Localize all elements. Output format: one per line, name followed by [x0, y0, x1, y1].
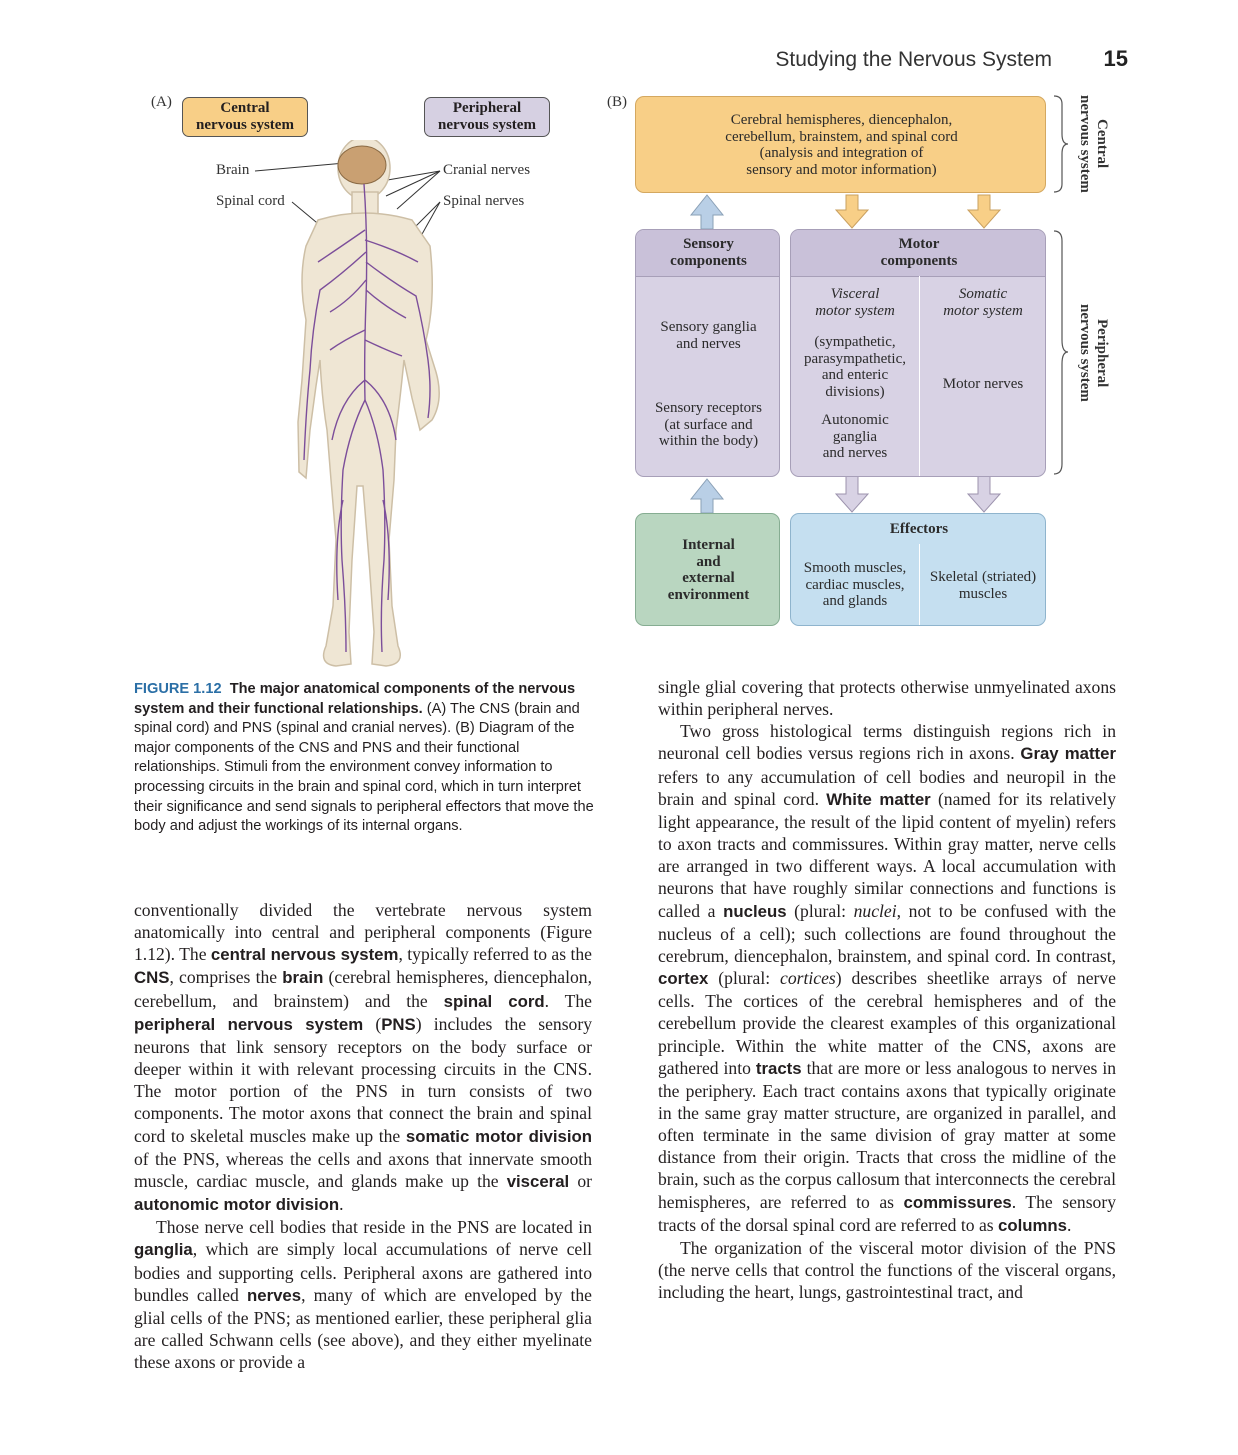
text-run: that are more or less analogous to nerves in the periphery. Each tract contains axons that typically originate in the same gray matter structure, are organized in parallel, and often terminate in the same division of gray matter at some distance from their origin. Tracts that cross the midline of the brain, such as the corpus callosum that interconnects the cerebral hemispheres, are referred to as — [658, 1057, 1116, 1212]
key-term: spinal cord — [443, 991, 545, 1011]
arrow-down-cns-to-visceral — [836, 195, 868, 228]
text-run: , typically referred to as the — [398, 944, 592, 965]
italic-term: nuclei — [853, 900, 897, 921]
skeletal-line: Skeletal (striated) — [929, 569, 1037, 585]
cns-box-line: cerebellum, brainstem, and spinal cord — [725, 128, 958, 145]
body-column-left — [134, 899, 592, 1373]
pns-label-line1: Peripheral — [452, 100, 522, 116]
text-run: , which are simply local accumulations of nerve cell bodies and supporting cells. Peripheral axons are gathered into bundles called — [134, 1239, 592, 1305]
visceral-desc-line: parasympathetic, — [803, 350, 907, 367]
text-run: of the PNS, whereas the cells and axons that innervate smooth muscle, cardiac muscle, and glands make up the — [134, 1148, 592, 1191]
visceral-title-line: Visceral — [830, 286, 880, 302]
effectors-box — [790, 513, 1046, 626]
text-run: . The sensory tracts of the dorsal spinal cord are referred to as — [658, 1191, 1117, 1235]
visceral-desc-line: and enteric — [821, 367, 889, 383]
key-term: Gray matter — [1020, 744, 1116, 764]
text-run: (plural: — [708, 968, 781, 989]
cns-box-line: Cerebral hemispheres, diencephalon, — [730, 112, 953, 128]
cns-label-line2: nervous system — [196, 117, 294, 133]
visceral-divisions — [791, 334, 919, 400]
key-term: commissures — [903, 1192, 1012, 1212]
text-run: Those nerve cell bodies that reside in the PNS are located in — [156, 1217, 592, 1238]
key-term: ganglia — [134, 1240, 193, 1260]
sensory-components-box — [635, 229, 780, 477]
arrow-down-visceral-to-effectors — [836, 476, 868, 512]
motor-components-box — [790, 229, 1046, 477]
paragraph — [134, 1216, 592, 1373]
arrow-down-cns-to-somatic — [968, 195, 1000, 228]
cns-label-box — [182, 97, 308, 137]
motor-nerves: Motor nerves — [942, 376, 1024, 392]
smooth-line: and glands — [822, 593, 888, 609]
sensory-receptors-line: (at surface and — [664, 416, 753, 433]
visceral-title-line: motor system — [815, 302, 895, 319]
cranial-nerves-label: Cranial nerves — [443, 162, 531, 178]
autonomic-line: ganglia — [832, 428, 878, 445]
somatic-title-line: Somatic — [958, 286, 1008, 302]
side-pns-line: nervous system — [1077, 304, 1093, 402]
text-run: . — [1067, 1214, 1072, 1235]
autonomic-ganglia — [791, 412, 919, 462]
key-term: visceral — [506, 1171, 570, 1191]
side-pns-line: Peripheral — [1094, 318, 1110, 388]
text-run: ) includes the sensory neurons that link sensory receptors on the body surface or deeper within it with relevant processing circuits in the CNS. The motor portion of the PNS in turn consists of two components. The motor axons that connect the brain and spinal cord to skeletal muscles make up the — [134, 1013, 592, 1146]
cns-box — [635, 96, 1046, 193]
side-braces — [1050, 90, 1070, 480]
smooth-line: Smooth muscles, — [803, 560, 907, 576]
arrow-down-somatic-to-effectors — [968, 476, 1000, 512]
text-run: (cerebral hemispheres, diencephalon, cerebellum, and brainstem) and the — [134, 967, 592, 1011]
motor-title-line: components — [880, 252, 958, 269]
cns-box-line: sensory and motor information) — [746, 161, 937, 178]
text-run: . The — [544, 990, 592, 1011]
paragraph: single glial covering that protects otherwise unmyelinated axons within peripheral nerves. — [658, 677, 1116, 720]
visceral-motor-title — [791, 286, 919, 319]
autonomic-line: and nerves — [822, 445, 888, 461]
smooth-muscles — [791, 560, 919, 610]
key-term: peripheral nervous system — [134, 1014, 364, 1034]
key-term: nerves — [246, 1285, 302, 1305]
spinal-nerves-label: Spinal nerves — [443, 193, 525, 209]
sensory-receptors-line: Sensory receptors — [654, 400, 763, 416]
autonomic-line: Autonomic — [821, 412, 889, 428]
paragraph — [658, 720, 1116, 1237]
side-cns-line: nervous system — [1077, 95, 1093, 193]
cns-box-text — [636, 112, 1047, 178]
key-term: White matter — [826, 789, 931, 809]
somatic-motor-title — [919, 286, 1046, 319]
figure-title: The major anatomical components of the nervous system and their functional relationships. — [134, 681, 576, 717]
paragraph — [134, 899, 592, 1216]
pns-label-box — [424, 97, 550, 137]
text-run: Two gross histological terms distinguish regions rich in neuronal cell bodies versus regions rich in axons. — [658, 721, 1116, 764]
text-run: , many of which are enveloped by the glial cells of the PNS; as mentioned earlier, these peripheral glia are called Schwann cells (see above), and they either myelinate these axons or provide a — [134, 1284, 592, 1373]
panel-b-letter: (B) — [607, 94, 627, 110]
environment-box — [635, 513, 780, 626]
brain-label: Brain — [216, 162, 250, 178]
sensory-title-line: Sensory — [683, 236, 734, 252]
skeletal-line: muscles — [958, 585, 1008, 602]
key-term: CNS — [134, 968, 170, 988]
arrow-up-environment-to-sensory — [691, 479, 723, 513]
key-term: cortex — [658, 969, 709, 989]
panel-a-letter: (A) — [151, 94, 172, 110]
text-run: (named for its relatively light appearance, the result of the lipid content of myelin) refers to axon tracts and commissures. Within gray matter, nerve cells are arranged in two different ways. A local accumulation with neurons that have roughly similar connections and functions is called a — [658, 788, 1116, 921]
key-term: autonomic motor division — [134, 1195, 340, 1215]
sensory-ganglia-line: and nerves — [676, 335, 741, 352]
text-run: refers to any accumulation of cell bodies and neuropil in the brain and spinal cord. — [658, 766, 1116, 809]
figure-number: FIGURE 1.12 — [134, 681, 222, 697]
environment-text — [636, 537, 781, 603]
page-number: 15 — [1103, 46, 1128, 71]
pns-label-line2: nervous system — [438, 117, 536, 133]
side-label-cns — [1070, 92, 1110, 196]
arrow-up-sensory-to-cns — [691, 195, 723, 229]
environment-line: external — [682, 570, 735, 586]
effectors-title: Effectors — [889, 521, 949, 537]
skeletal-muscles — [919, 569, 1046, 602]
side-label-pns — [1070, 290, 1110, 416]
sensory-ganglia-line: Sensory ganglia — [660, 319, 757, 335]
running-head-title: Studying the Nervous System — [775, 48, 1052, 71]
key-term: nucleus — [723, 901, 787, 921]
text-run: ) describes sheetlike arrays of nerve cells. The cortices of the cerebral hemispheres and of the cerebellum provide the clearest examples of this organizational principle. Within the white matter of the CNS, axons are gathered into — [658, 968, 1116, 1078]
somatic-title-line: motor system — [943, 302, 1023, 319]
smooth-line: cardiac muscles, — [805, 576, 905, 593]
sensory-title-line: components — [670, 252, 747, 269]
key-term: PNS — [381, 1014, 416, 1034]
environment-line: environment — [667, 586, 750, 603]
text-run: conventionally divided the vertebrate nervous system anatomically into central and peripheral components (Figure 1.12). The — [134, 900, 592, 965]
cns-label-line1: Central — [220, 100, 270, 116]
text-run: , comprises the — [169, 967, 283, 988]
text-run: ( — [363, 1013, 382, 1034]
sensory-title — [636, 236, 780, 269]
key-term: somatic motor division — [405, 1126, 592, 1146]
text-run: , not to be confused with the nucleus of a cell); such collections are found throughout the cerebrum, diencephalon, brainstem, and spinal cord. In contrast, — [658, 900, 1116, 966]
side-cns-line: Central — [1094, 119, 1110, 169]
visceral-desc-line: (sympathetic, — [814, 334, 896, 350]
key-term: tracts — [755, 1058, 802, 1078]
motor-title — [791, 236, 1046, 269]
motor-title-line: Motor — [898, 236, 940, 252]
visceral-desc-line: divisions) — [825, 383, 885, 400]
text-run: (plural: — [786, 900, 854, 921]
spinal-cord-label: Spinal cord — [216, 193, 285, 209]
sensory-ganglia — [636, 319, 780, 352]
body-column-right — [658, 676, 1116, 1303]
sensory-receptors — [636, 400, 780, 450]
figure-caption-text: (A) The CNS (brain and spinal cord) and PNS (spinal and cranial nerves). (B) Diagram of the major components of the CNS and PNS and their functional relationships. Stimuli from the environment convey information to processing circuits in the brain and spinal cord, which in turn interpret their significance and send signals to peripheral effectors that move the body and adjust the workings of its internal organs. — [134, 700, 594, 835]
human-nervous-system-illustration — [180, 140, 600, 680]
text-run: or — [569, 1170, 592, 1191]
paragraph: The organization of the visceral motor division of the PNS (the nerve cells that control the functions of the visceral organs, including the heart, lungs, gastrointestinal tract, and — [658, 1237, 1116, 1303]
environment-line: Internal — [682, 537, 735, 553]
italic-term: cortices — [780, 968, 836, 989]
cns-box-line: (analysis and integration of — [759, 145, 924, 161]
key-term: brain — [282, 968, 324, 988]
figure-caption — [134, 680, 596, 837]
environment-line: and — [696, 553, 721, 570]
key-term: central nervous system — [210, 945, 399, 965]
sensory-receptors-line: within the body) — [658, 433, 759, 449]
text-run: . — [339, 1194, 344, 1215]
key-term: columns — [998, 1215, 1068, 1235]
